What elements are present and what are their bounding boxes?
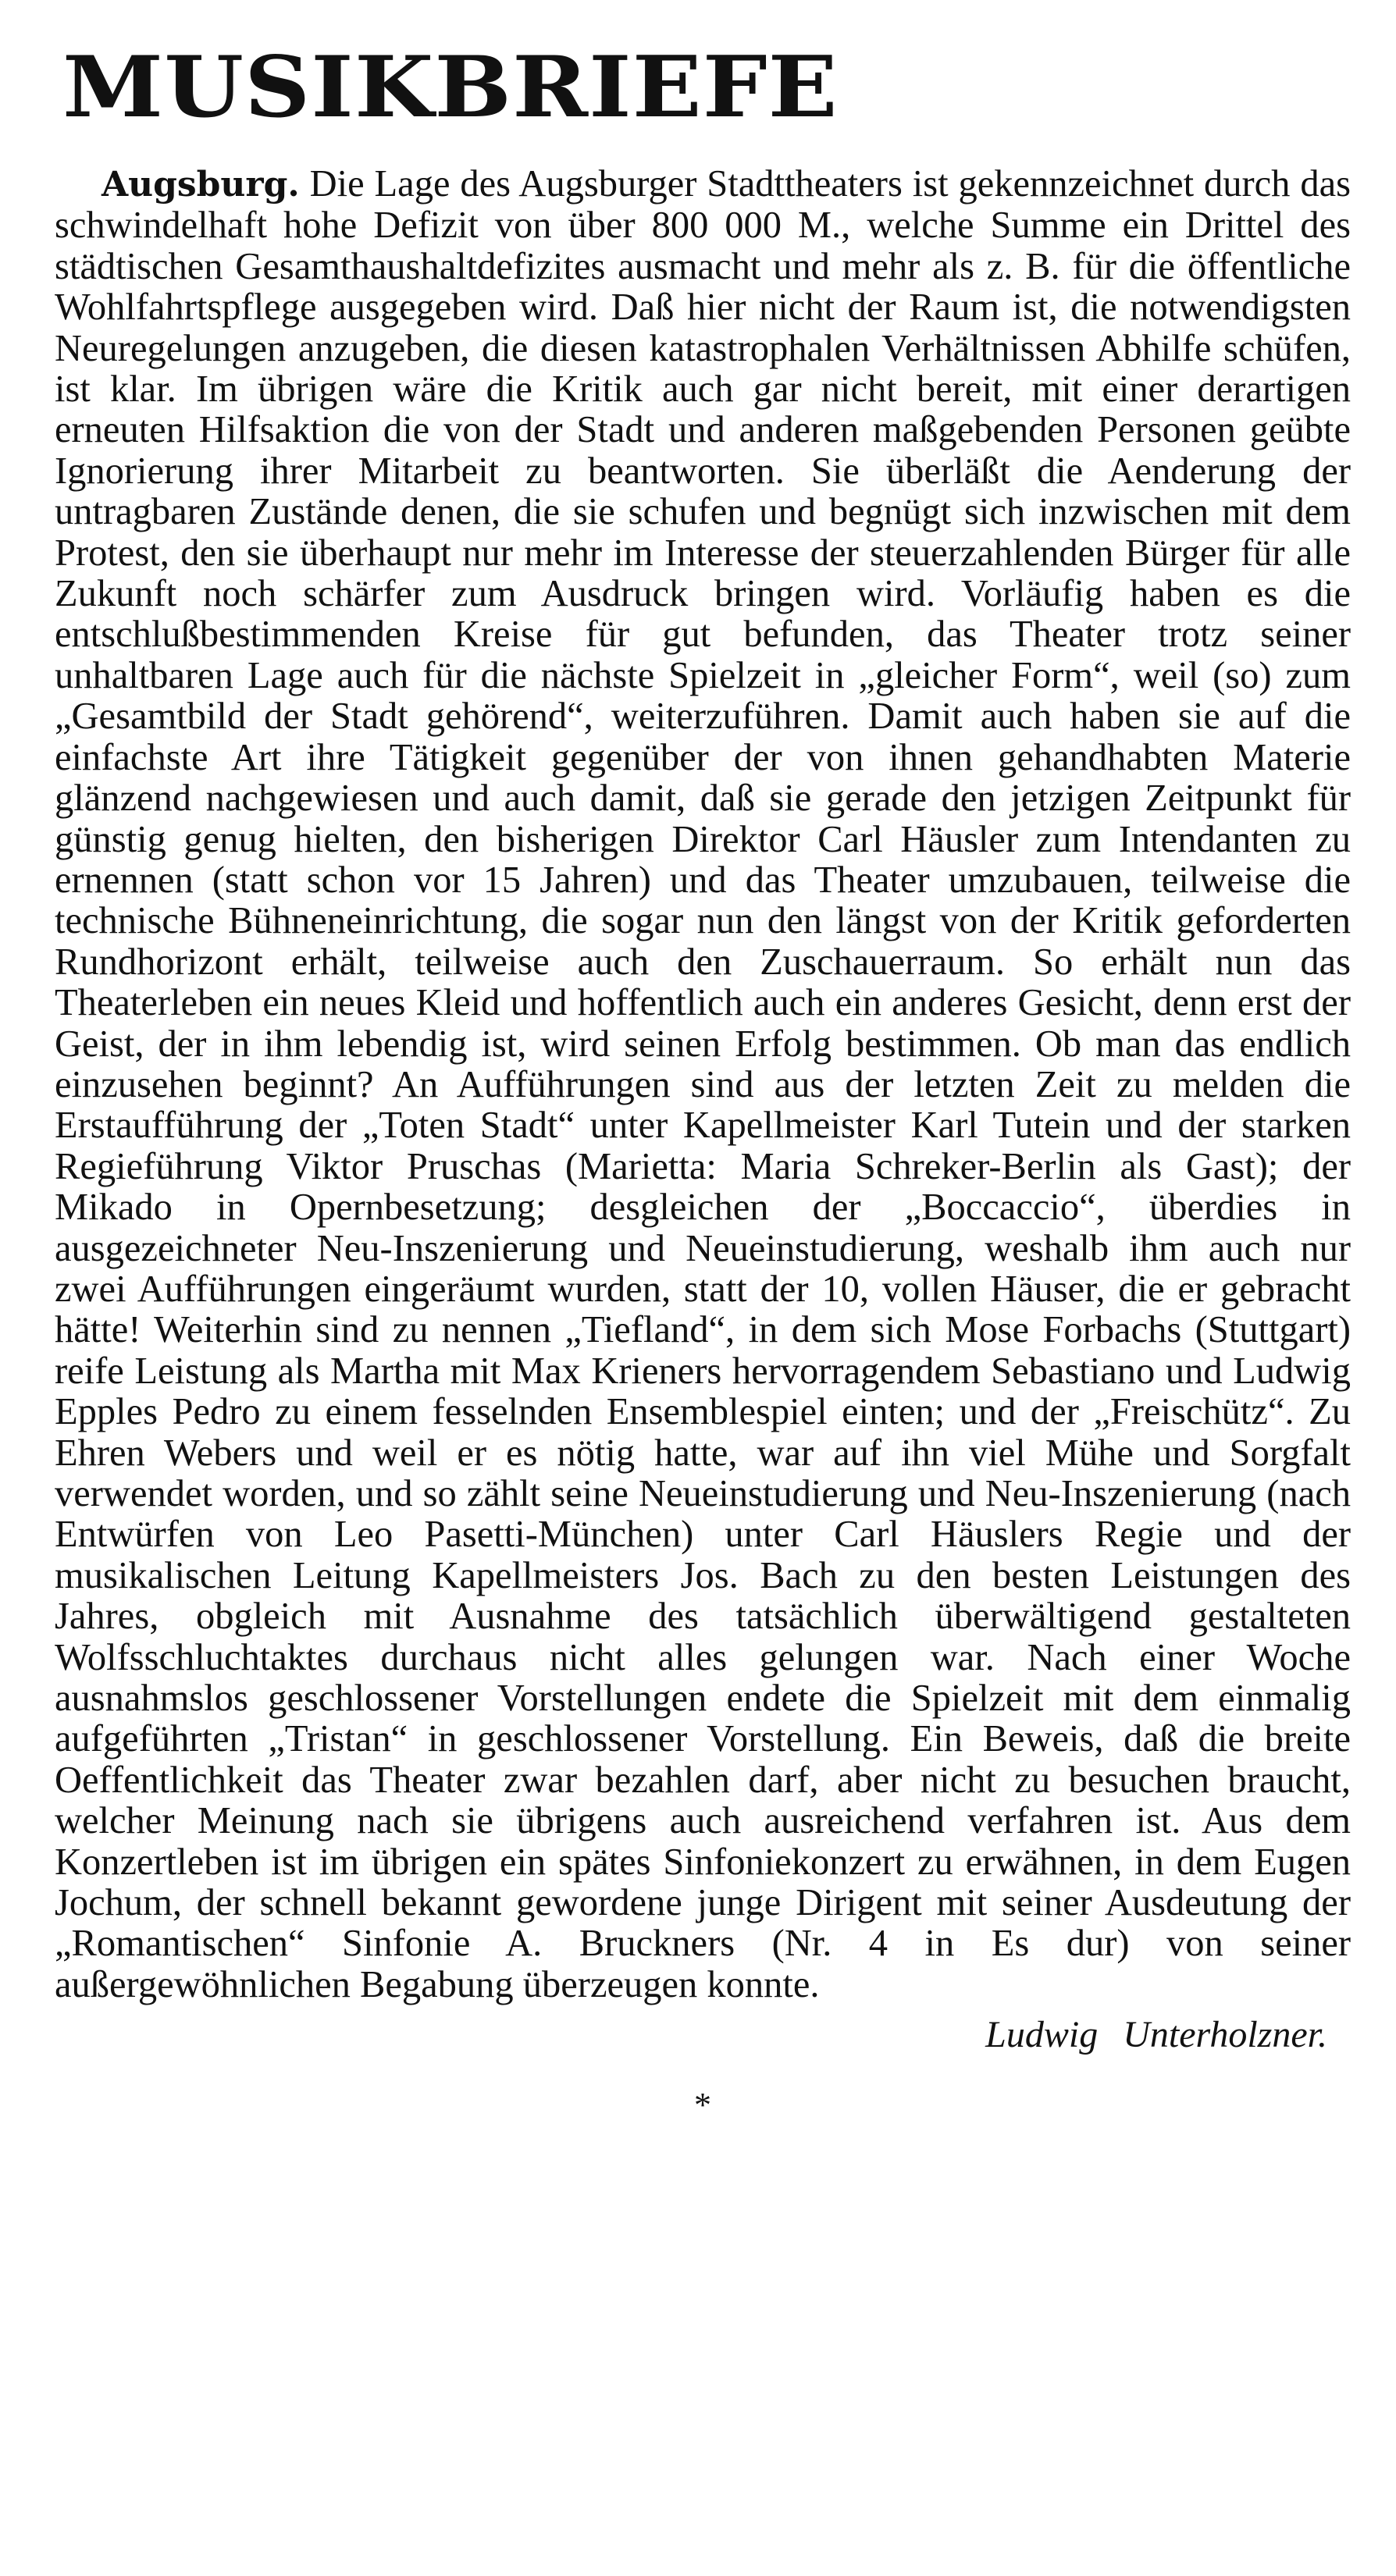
- section-title: MUSIKBRIEFE: [62, 38, 839, 137]
- city-heading: Augsburg.: [101, 165, 300, 205]
- article-body-text: Die Lage des Augsburger Stadttheaters ist gekennzeichnet durch das schwindelhaft hohe Defizit von über 800 000 M., welche Summe ein Drittel des städtischen Gesamthaushaltdefizites ausmacht und mehr als z. B. für die öffentliche Wohlfahrtspflege ausgegeben wird. Daß hier nicht der Raum ist, die notwendigsten Neuregelungen anzugeben, die diesen katastrophalen Verhältnissen Abhilfe schüfen, ist klar. Im übrigen wäre die Kritik auch gar nicht bereit, mit einer derartigen erneuten Hilfsaktion die von der Stadt und anderen maßgebenden Personen geübte Ignorierung ihrer Mitarbeit zu beantworten. Sie überläßt die Aenderung der untragbaren Zustände denen, die sie schufen und begnügt sich inzwischen mit dem Protest, den sie überhaupt nur mehr im Interesse der steuerzahlenden Bürger für alle Zukunft noch schärfer zum Ausdruck bringen wird. Vorläufig haben es die entschlußbestimmenden Kreise für gut befunden, das Theater trotz seiner unhaltbaren Lage auch für die nächste Spielzeit in „gleicher Form“, weil (so) zum „Gesamtbild der Stadt gehörend“, weiterzuführen. Damit auch haben sie auf die einfachste Art ihre Tätigkeit gegenüber der von ihnen gehandhabten Materie glänzend nachgewiesen und auch damit, daß sie gerade den jetzigen Zeitpunkt für günstig genug hielten, den bisherigen Direktor Carl Häusler zum Intendanten zu ernennen (statt schon vor 15 Jahren) und das Theater umzubauen, teilweise die technische Bühneneinrichtung, die sogar nun den längst von der Kritik geforderten Rundhorizont erhält, teilweise auch den Zuschauerraum. So erhält nun das Theaterleben ein neues Kleid und hoffentlich auch ein anderes Gesicht, denn erst der Geist, der in ihm lebendig ist, wird seinen Erfolg bestimmen. Ob man das endlich einzusehen beginnt? An Aufführungen sind aus der letzten Zeit zu melden die Erstaufführung der „Toten Stadt“ unter Kapellmeister Karl Tutein und der starken Regieführung Viktor Pruschas (Marietta: Maria Schreker-Berlin als Gast); der Mikado in Opernbesetzung; desgleichen der „Boccaccio“, überdies in ausgezeichneter Neu-Inszenierung und Neueinstudierung, weshalb ihm auch nur zwei Aufführungen eingeräumt wurden, statt der 10, vollen Häuser, die er gebracht hätte! Weiterhin sind zu nennen „Tiefland“, in dem sich Mose Forbachs (Stuttgart) reife Leistung als Martha mit Max Krieners hervorragendem Sebastiano und Ludwig Epples Pedro zu einem fesselnden Ensemblespiel einten; und der „Freischütz“. Zu Ehren Webers und weil er es nötig hatte, war auf ihn viel Mühe und Sorgfalt verwendet worden, und so zählt seine Neueinstudierung und Neu-Inszenierung (nach Entwürfen von Leo Pasetti-München) unter Carl Häuslers Regie und der musikalischen Leitung Kapellmeisters Jos. Bach zu den besten Leistungen des Jahres, obgleich mit Ausnahme des tatsächlich überwältigend gestalteten Wolfsschluchtaktes durchaus nicht alles gelungen war. Nach einer Woche ausnahmslos geschlossener Vorstellungen endete die Spielzeit mit dem einmalig aufgeführten „Tristan“ in geschlossener Vorstellung. Ein Beweis, daß die breite Oeffentlichkeit das Theater zwar bezahlen darf, aber nicht zu besuchen braucht, welcher Meinung nach sie übrigens auch ausreichend verfahren ist. Aus dem Konzertleben ist im übrigen ein spätes Sinfoniekonzert zu erwähnen, in dem Eugen Jochum, der schnell bekannt gewordene junge Dirigent mit seiner Ausdeutung der „Romantischen“ Sinfonie A. Bruckners (Nr. 4 in Es dur) von seiner außergewöhnlichen Begabung überzeugen konnte.: [55, 163, 1351, 2005]
- section-separator: *: [694, 2086, 711, 2125]
- article-body-paragraph: [55, 164, 1351, 2005]
- page: [55, 38, 1351, 2125]
- author-signature: Ludwig Unterholzner.: [985, 2014, 1327, 2056]
